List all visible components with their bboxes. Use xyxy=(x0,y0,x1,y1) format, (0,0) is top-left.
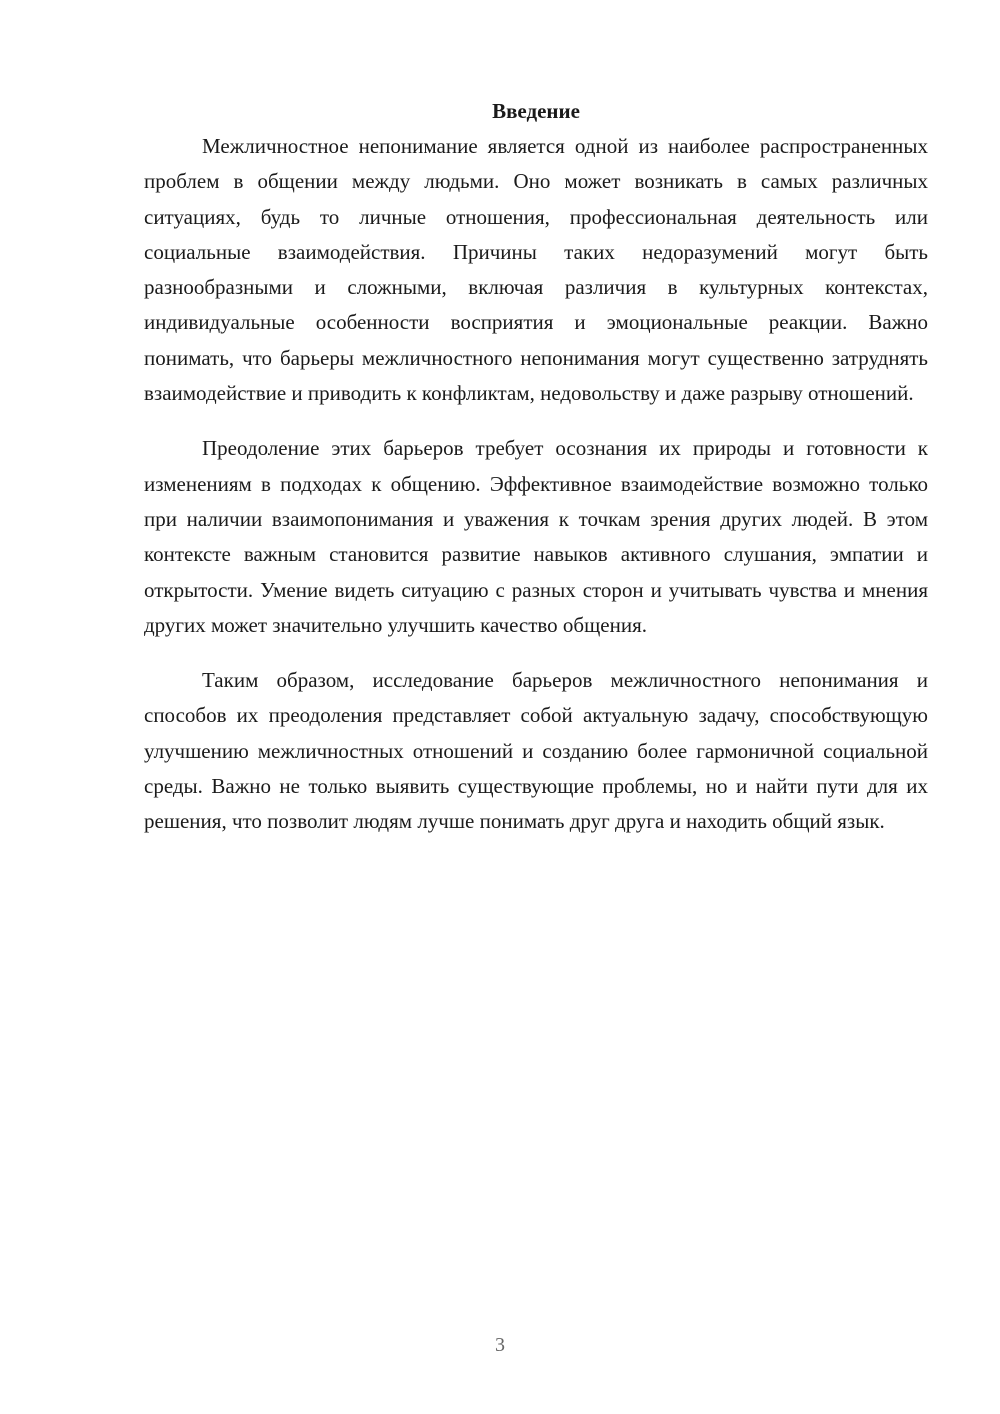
paragraph-3: Таким образом, исследование барьеров межличностного непонимания и способов их преодоления представляет собой актуальную задачу, способствующую улучшению межличностных отношений и созданию более гармоничной социальной среды. Важно не только выявить существующие проблемы, но и найти пути для их решения, что позволит людям лучше понимать друг друга и находить общий язык. xyxy=(144,668,928,834)
section-title: Введение xyxy=(492,99,580,123)
paragraph-2: Преодоление этих барьеров требует осознания их природы и готовности к изменениям в подходах к общению. Эффективное взаимодействие возможно только при наличии взаимопонимания и уважения к точкам зрения других людей. В этом контексте важным становится развитие навыков активного слушания, эмпатии и открытости. Умение видеть ситуацию с разных сторон и учитывать чувства и мнения других может значительно улучшить качество общения. xyxy=(144,436,928,637)
paragraph-1: Межличностное непонимание является одной из наиболее распространенных проблем в общении между людьми. Оно может возникать в самых различных ситуациях, будь то личные отношения, профессиональная деятельность или социальные взаимодействия. Причины таких недоразумений могут быть разнообразными и сложными, включая различия в культурных контекстах, индивидуальные особенности восприятия и эмоциональные реакции. Важно понимать, что барьеры межличностного непонимания могут существенно затруднять взаимодействие и приводить к конфликтам, недовольству и даже разрыву отношений. xyxy=(144,134,928,406)
page-content xyxy=(144,96,928,860)
page-number: 3 xyxy=(495,1334,505,1356)
